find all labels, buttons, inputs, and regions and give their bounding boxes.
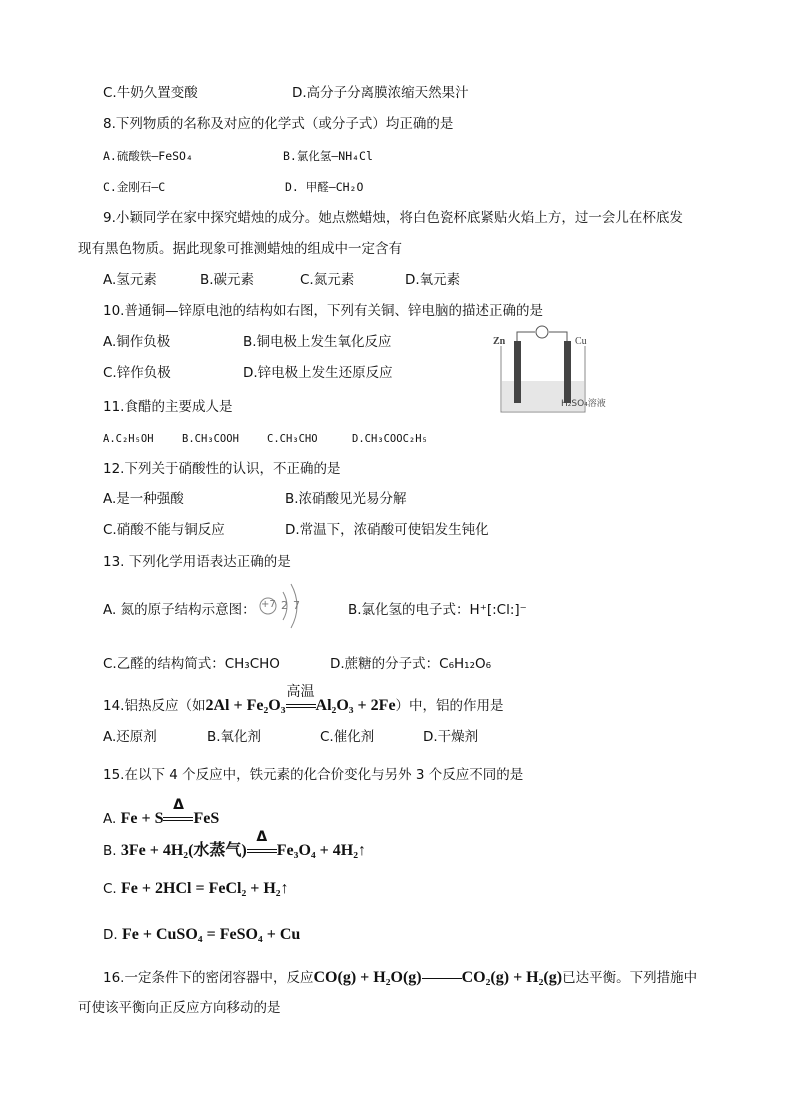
q12-option-d: D.常温下，浓硝酸可使铝发生钝化 [285,522,489,538]
q16-stem-prefix: 16.一定条件下的密闭容器中，反应 [103,970,314,986]
q16-stem-1 [103,969,697,987]
q8-option-c: C.金刚石—C [103,180,166,194]
option-label: B. [103,843,117,859]
q13-stem: 13. 下列化学用语表达正确的是 [103,554,291,570]
q16-reactants: CO(g) + H₂O(g) [313,969,422,986]
q15-stem: 15.在以下 4 个反应中，铁元素的化合价变化与另外 3 个反应不同的是 [103,767,524,783]
q14-option-a: A.还原剂 [103,729,157,745]
atom-shell-1: 2 [281,599,288,612]
option-label: D. [103,927,118,943]
equation: Fe + 2HCl = FeCl₂ + H₂↑ [121,880,289,897]
equals-sign [286,704,316,708]
equation: Fe + CuSO₄ = FeSO₄ + Cu [121,926,301,943]
q16-stem-2: 可使该平衡向正反应方向移动的是 [78,1000,281,1016]
equilibrium-arrow [422,978,462,979]
q14-option-d: D.干燥剂 [423,729,479,745]
q12-option-a: A.是一种强酸 [103,491,184,507]
q7-option-c: C.牛奶久置变酸 [103,85,198,101]
q8-stem: 8.下列物质的名称及对应的化学式（或分子式）均正确的是 [103,116,454,132]
q14-stem-suffix: ）中，铝的作用是 [395,698,504,714]
q9-stem-2: 现有黑色物质。据此现象可推测蜡烛的组成中一定含有 [78,241,402,257]
q10-stem: 10.普通铜—锌原电池的结构如右图，下列有关铜、锌电脑的描述正确的是 [103,303,543,319]
q13-option-c: C.乙醛的结构简式：CH₃CHO [103,656,280,672]
reactants: 3Fe + 4H₂(水蒸气) [120,842,247,859]
q12-stem: 12.下列关于硝酸性的认识，不正确的是 [103,461,341,477]
q14-condition [286,684,316,715]
q15-option-a [103,797,220,828]
q13-option-a: A. 氮的原子结构示意图： [103,602,256,618]
q9-stem-1: 9.小颖同学在家中探究蜡烛的成分。她点燃蜡烛，将白色瓷杯底紧贴火焰上方，过一会儿在杯底发 [103,210,683,226]
q15-option-c [103,880,289,898]
nitrogen-atom-structure-diagram [255,580,305,630]
q14-option-c: C.催化剂 [320,729,375,745]
q9-option-d: D.氧元素 [405,272,461,288]
cu-label: Cu [575,336,587,347]
zn-label: Zn [493,336,506,347]
q9-option-c: C.氮元素 [300,272,355,288]
q15-option-d [103,926,300,944]
delta-symbol: Δ [256,829,268,845]
q9-option-b: B.碳元素 [200,272,255,288]
q8-option-b: B.氯化氢—NH₄Cl [283,149,373,163]
q16-stem-suffix: 已达平衡。下列措施中 [562,970,698,986]
q14-stem-prefix: 14.铝热反应（如 [103,698,206,714]
q10-option-c: C.锌作负极 [103,365,171,381]
q12-option-b: B.浓硝酸见光易分解 [285,491,407,507]
products: Fe₃O₄ + 4H₂↑ [276,842,367,859]
equals-sign [247,849,277,853]
q10-option-b: B.铜电极上发生氧化反应 [243,334,392,350]
q11-stem: 11.食醋的主要成人是 [103,399,233,415]
reactants: Fe + S [120,810,164,827]
q14-stem [103,684,504,715]
q14-reactants: 2Al + Fe₂O₃ [205,697,286,714]
q15-option-b [103,829,367,860]
equals-sign [163,817,193,821]
q9-option-a: A.氢元素 [103,272,157,288]
q8-option-a: A.硫酸铁—FeSO₄ [103,149,193,163]
q8-option-d: D. 甲醛—CH₂O [285,180,364,194]
q12-option-c: C.硝酸不能与铜反应 [103,522,225,538]
q10-option-d: D.锌电极上发生还原反应 [243,365,393,381]
option-label: C. [103,881,117,897]
products: FeS [193,810,220,827]
q11-option-b: B.CH₃COOH [182,433,239,445]
q14-products: Al₂O₃ + 2Fe [315,697,396,714]
solution-label: H₂SO₄溶液 [561,399,606,409]
q11-option-c: C.CH₃CHO [267,433,318,445]
q11-option-d: D.CH₃COOC₂H₅ [352,433,428,445]
atom-nucleus: +7 [261,599,276,610]
q16-products: CO₂(g) + H₂(g) [461,969,563,986]
heat-condition [247,829,277,860]
q13-option-b: B.氯化氢的电子式：H⁺[:Cl:]⁻ [348,602,527,618]
delta-symbol: Δ [173,797,184,813]
q14-condition-label: 高温 [286,684,315,700]
atom-shell-2: 7 [293,599,300,612]
q7-option-d: D.高分子分离膜浓缩天然果汁 [292,85,469,101]
q14-option-b: B.氧化剂 [207,729,262,745]
q10-option-a: A.铜作负极 [103,334,171,350]
q13-option-d: D.蔗糖的分子式：C₆H₁₂O₆ [330,656,492,672]
q11-option-a: A.C₂H₅OH [103,433,154,445]
heat-condition [163,797,193,828]
option-label: A. [103,811,117,827]
galvanic-cell-diagram [493,324,606,416]
